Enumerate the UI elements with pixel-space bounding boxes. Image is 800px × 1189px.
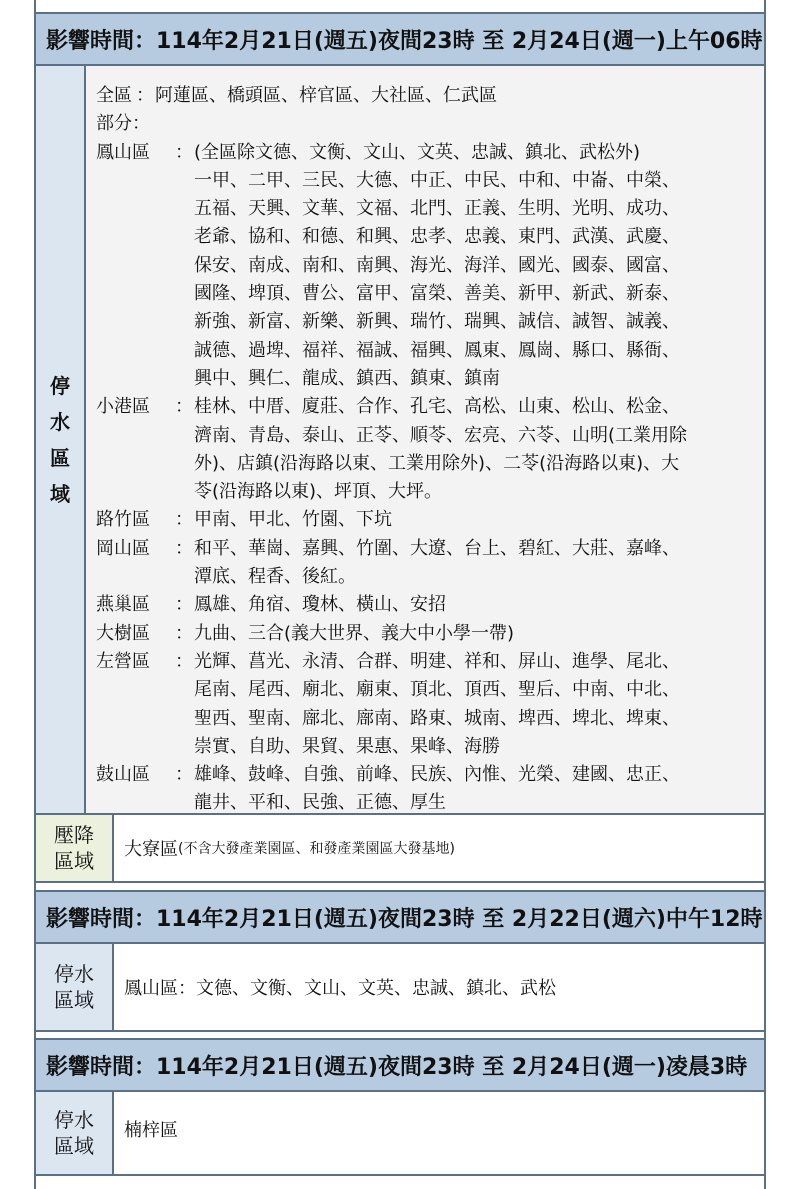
district-villages: 新強、新富、新樂、新興、瑞竹、瑞興、誠信、誠智、誠義、	[194, 311, 680, 333]
full-districts-line: 全區 ： 阿蓮區、橋頭區、梓官區、大社區、仁武區	[96, 82, 764, 110]
district-row-continuation	[96, 705, 764, 733]
district-villages: 桂林、中厝、廈莊、合作、孔宅、高松、山東、松山、松金、	[194, 396, 680, 418]
district-row-continuation	[96, 789, 764, 817]
full-districts-value: 阿蓮區、橋頭區、梓官區、大社區、仁武區	[155, 85, 497, 106]
district-villages: 雄峰、鼓峰、自強、前峰、民族、內惟、光榮、建國、忠正、	[194, 764, 680, 786]
district-name: 岡山區	[96, 537, 150, 559]
district-villages: 龍井、平和、民強、正德、厚生	[194, 792, 446, 814]
section3-time: 影響時間：114年2月21日(週五)夜間23時 至 2月24日(週一)凌晨3時	[46, 1054, 748, 1080]
district-row: 燕巢區 ： 鳳雄、角宿、瓊林、橫山、安招	[96, 591, 764, 619]
district-row-continuation	[96, 167, 764, 195]
outage-area-label: 停 水 區 域	[36, 66, 86, 813]
district-row-continuation	[96, 733, 764, 761]
section3-outage-content	[114, 1092, 764, 1174]
district-name: 鳳山區	[96, 141, 150, 163]
district-villages: 九曲、三合(義大世界、義大中小學一帶)	[194, 622, 515, 644]
district-villages: (全區除文德、文衡、文山、文英、忠誠、鎮北、武松外)	[194, 141, 641, 163]
district-row: 小港區 ： 桂林、中厝、廈莊、合作、孔宅、高松、山東、松山、松金、	[96, 393, 764, 421]
district-villages: 一甲、二甲、三民、大德、中正、中民、中和、中崙、中榮、	[194, 169, 680, 191]
district-row: 路竹區 ： 甲南、甲北、竹園、下坑	[96, 506, 764, 534]
district-villages: 誠德、過埤、福祥、福誠、福興、鳳東、鳳崗、縣口、縣衙、	[194, 339, 680, 361]
section3-value: 楠梓區	[124, 1120, 178, 1141]
district-name: 小港區	[96, 396, 150, 418]
section3-outage-row	[34, 1092, 766, 1176]
section1-time: 影響時間：114年2月21日(週五)夜間23時 至 2月24日(週一)上午06時	[46, 28, 763, 54]
district-row: 岡山區 ： 和平、華崗、嘉興、竹圍、大遼、台上、碧紅、大莊、嘉峰、	[96, 535, 764, 563]
outage-area-content	[86, 66, 764, 813]
district-row: 大樹區 ： 九曲、三合(義大世界、義大中小學一帶)	[96, 620, 764, 648]
district-villages: 尾南、尾西、廟北、廟東、頂北、頂西、聖后、中南、中北、	[194, 679, 680, 701]
district-villages: 聖西、聖南、廍北、廍南、路東、城南、埤西、埤北、埤東、	[194, 707, 680, 729]
pressure-note: (不含大發產業園區、和發產業園區大發基地)	[178, 841, 455, 857]
district-name: 鼓山區	[96, 764, 150, 786]
pressure-district: 大寮區	[124, 839, 178, 860]
district-villages: 保安、南成、南和、南興、海光、海洋、國光、國泰、國富、	[194, 254, 680, 276]
district-row-continuation	[96, 365, 764, 393]
district-row-continuation	[96, 252, 764, 280]
district-row-continuation	[96, 308, 764, 336]
district-row: 鳳山區 ： (全區除文德、文衡、文山、文英、忠誠、鎮北、武松外)	[96, 139, 764, 167]
district-villages: 苓(沿海路以東)、坪頂、大坪。	[194, 481, 443, 503]
district-row-continuation	[96, 478, 764, 506]
district-villages: 鳳雄、角宿、瓊林、橫山、安招	[194, 594, 446, 616]
district-villages: 濟南、青島、泰山、正苓、順苓、宏亮、六苓、山明(工業用除	[194, 424, 688, 446]
section2-time-header	[34, 890, 766, 944]
district-row-continuation	[96, 676, 764, 704]
section2-value: 鳳山區：文德、文衡、文山、文英、忠誠、鎮北、武松	[124, 978, 556, 999]
district-villages: 光輝、菖光、永清、合群、明建、祥和、屏山、進學、尾北、	[194, 650, 680, 672]
district-row-continuation	[96, 195, 764, 223]
district-name: 大樹區	[96, 622, 150, 644]
section2-time: 影響時間：114年2月21日(週五)夜間23時 至 2月22日(週六)中午12時	[46, 906, 763, 932]
section1-time-header	[34, 12, 766, 66]
district-villages: 外)、店鎮(沿海路以東、工業用除外)、二苓(沿海路以東)、大	[194, 452, 680, 474]
pressure-row	[34, 815, 766, 883]
district-row-continuation	[96, 337, 764, 365]
district-villages: 國隆、埤頂、曹公、富甲、富榮、善美、新甲、新武、新泰、	[194, 283, 680, 305]
district-name: 路竹區	[96, 509, 150, 531]
district-row-continuation	[96, 223, 764, 251]
section2-outage-content	[114, 944, 764, 1030]
section3-time-header	[34, 1038, 766, 1092]
section2-outage-label: 停水 區域	[36, 944, 114, 1030]
district-name: 左營區	[96, 650, 150, 672]
district-villages: 潭底、程香、後紅。	[194, 566, 356, 588]
district-row: 鼓山區 ： 雄峰、鼓峰、自強、前峰、民族、內惟、光榮、建國、忠正、	[96, 761, 764, 789]
pressure-area-content	[114, 815, 764, 881]
district-villages: 崇實、自助、果貿、果惠、果峰、海勝	[194, 735, 500, 757]
section3-outage-label: 停水 區域	[36, 1092, 114, 1174]
section2-outage-row	[34, 944, 766, 1032]
district-row-continuation	[96, 422, 764, 450]
district-villages: 五福、天興、文華、文福、北門、正義、生明、光明、成功、	[194, 198, 680, 220]
pressure-area-label: 壓降 區域	[36, 815, 114, 881]
district-villages: 老爺、協和、和德、和興、忠孝、忠義、東門、武漢、武慶、	[194, 226, 680, 248]
district-row-continuation	[96, 450, 764, 478]
district-row-continuation	[96, 280, 764, 308]
district-list	[96, 139, 764, 818]
district-name: 燕巢區	[96, 594, 150, 616]
district-row: 左營區 ： 光輝、菖光、永清、合群、明建、祥和、屏山、進學、尾北、	[96, 648, 764, 676]
partial-label: 部分：	[96, 113, 150, 135]
district-villages: 和平、華崗、嘉興、竹圍、大遼、台上、碧紅、大莊、嘉峰、	[194, 537, 680, 559]
section1-outage-row	[34, 66, 766, 815]
district-villages: 甲南、甲北、竹園、下坑	[194, 509, 392, 531]
district-villages: 興中、興仁、龍成、鎮西、鎮東、鎮南	[194, 367, 500, 389]
district-row-continuation	[96, 563, 764, 591]
